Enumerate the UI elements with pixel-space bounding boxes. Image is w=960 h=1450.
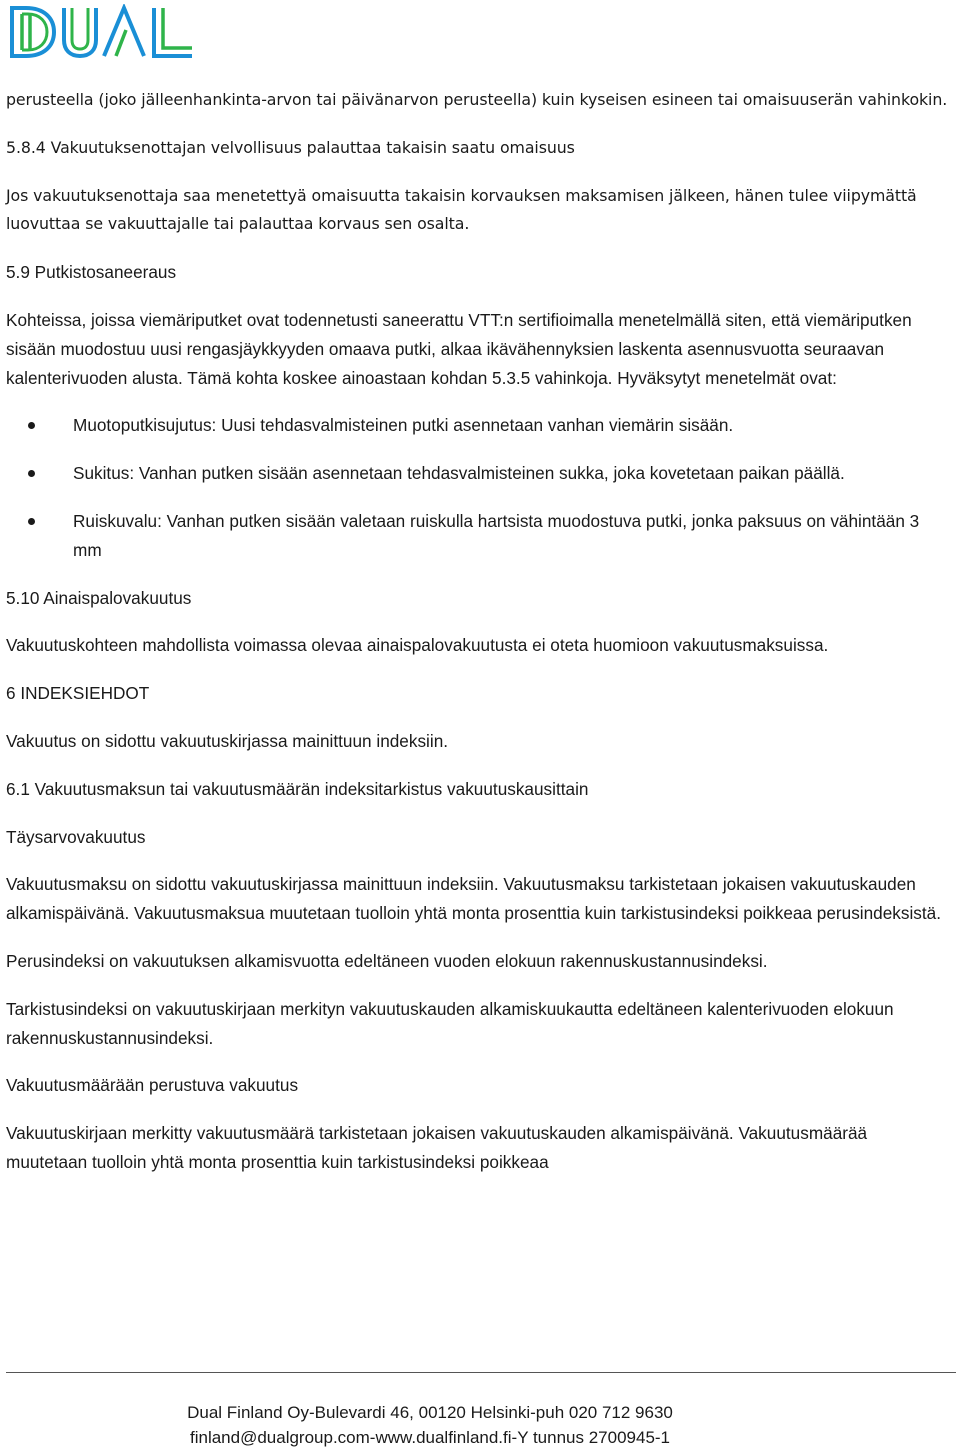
paragraph-fire-insurance: Vakuutuskohteen mahdollista voimassa olevaa ainaispalovakuutusta ei oteta huomioon vakuutusmaksuissa.	[6, 635, 829, 656]
list-item-text: Ruiskuvalu: Vanhan putken sisään valetaan ruiskulla hartsista muodostuva putki, jonka paksuus on vähintään 3 mm	[73, 510, 920, 560]
subheading-full-value: Täysarvovakuutus	[6, 826, 146, 847]
paragraph-returned-property: Jos vakuutuksenottaja saa menetettyä omaisuutta takaisin korvauksen maksamisen jälkeen, hänen tulee viipymättä luovuttaa se vakuuttajalle tai palauttaa korvaus sen osalta.	[6, 185, 917, 234]
paragraph-check-index: Tarkistusindeksi on vakuutuskirjaan merkityn vakuutuskauden alkamiskuukautta edeltäneen kalenterivuoden elokuun rakennuskustannusindeksi.	[6, 998, 894, 1048]
list-item-text: Muotoputkisujutus: Uusi tehdasvalmisteinen putki asennetaan vanhan viemärin sisään.	[73, 415, 734, 436]
paragraph-continuation: perusteella (joko jälleenhankinta-arvon tai päivänarvon perusteella) kuin kyseisen esineen tai omaisuuserän vahinkokin.	[6, 90, 948, 109]
paragraph-premium-index: Vakuutusmaksu on sidottu vakuutuskirjassa mainittuun indeksiin. Vakuutusmaksu tarkistetaan jokaisen vakuutuskauden alkamispäivänä. Vakuutusmaksua muutetaan tuolloin yhtä monta prosenttia kuin tarkistusindeksi poikkeaa perusindeksistä.	[6, 874, 942, 924]
footer-divider	[6, 1372, 956, 1373]
bullet-icon	[28, 518, 35, 525]
list-item	[6, 459, 951, 488]
footer-address: Dual Finland Oy-Bulevardi 46, 00120 Helsinki-puh 020 712 9630	[187, 1403, 673, 1422]
subheading-sum-insured: Vakuutusmäärään perustuva vakuutus	[6, 1075, 299, 1096]
document-body	[6, 86, 951, 1196]
paragraph-index-bound: Vakuutus on sidottu vakuutuskirjassa mainittuun indeksiin.	[6, 730, 449, 751]
paragraph-pipe-renovation: Kohteissa, joissa viemäriputket ovat todennetusti saneerattu VTT:n sertifioimalla menetelmällä siten, että viemäriputken sisään muodostuu uusi rengasjäykkyyden omaava putki, alkaa ikävähennyksien laskenta asennusvuotta seuraavan kalenterivuoden alusta. Tämä kohta koskee ainoastaan kohdan 5.3.5 vahinkoja. Hyväksytyt menetelmät ovat:	[6, 309, 912, 388]
paragraph-base-index: Perusindeksi on vakuutuksen alkamisvuotta edeltäneen vuoden elokuun rakennuskustannusindeksi.	[6, 950, 768, 971]
bullet-icon	[28, 422, 35, 429]
list-item	[6, 411, 951, 440]
paragraph-sum-insured-index: Vakuutuskirjaan merkitty vakuutusmäärä tarkistetaan jokaisen vakuutuskauden alkamispäivänä. Vakuutusmäärää muutetaan tuolloin yhtä monta prosenttia kuin tarkistusindeksi poikkeaa	[6, 1123, 868, 1172]
section-heading-6: 6 INDEKSIEHDOT	[6, 683, 150, 704]
footer-contact: finland@dualgroup.com-www.dualfinland.fi-Y tunnus 2700945-1	[189, 1428, 671, 1447]
approved-methods-list	[6, 411, 951, 564]
page-footer	[0, 1400, 860, 1450]
dual-logo	[8, 4, 194, 60]
section-heading-5-9: 5.9 Putkistosaneeraus	[6, 262, 177, 283]
bullet-icon	[28, 470, 35, 477]
list-item-text: Sukitus: Vanhan putken sisään asennetaan tehdasvalmisteinen sukka, joka kovetetaan paikan päällä.	[73, 463, 845, 484]
section-heading-5-10: 5.10 Ainaispalovakuutus	[6, 587, 192, 608]
list-item	[6, 507, 951, 565]
section-heading-6-1: 6.1 Vakuutusmaksun tai vakuutusmäärän indeksitarkistus vakuutuskausittain	[6, 778, 589, 799]
section-heading-5-8-4: 5.8.4 Vakuutuksenottajan velvollisuus palauttaa takaisin saatu omaisuus	[6, 137, 575, 157]
